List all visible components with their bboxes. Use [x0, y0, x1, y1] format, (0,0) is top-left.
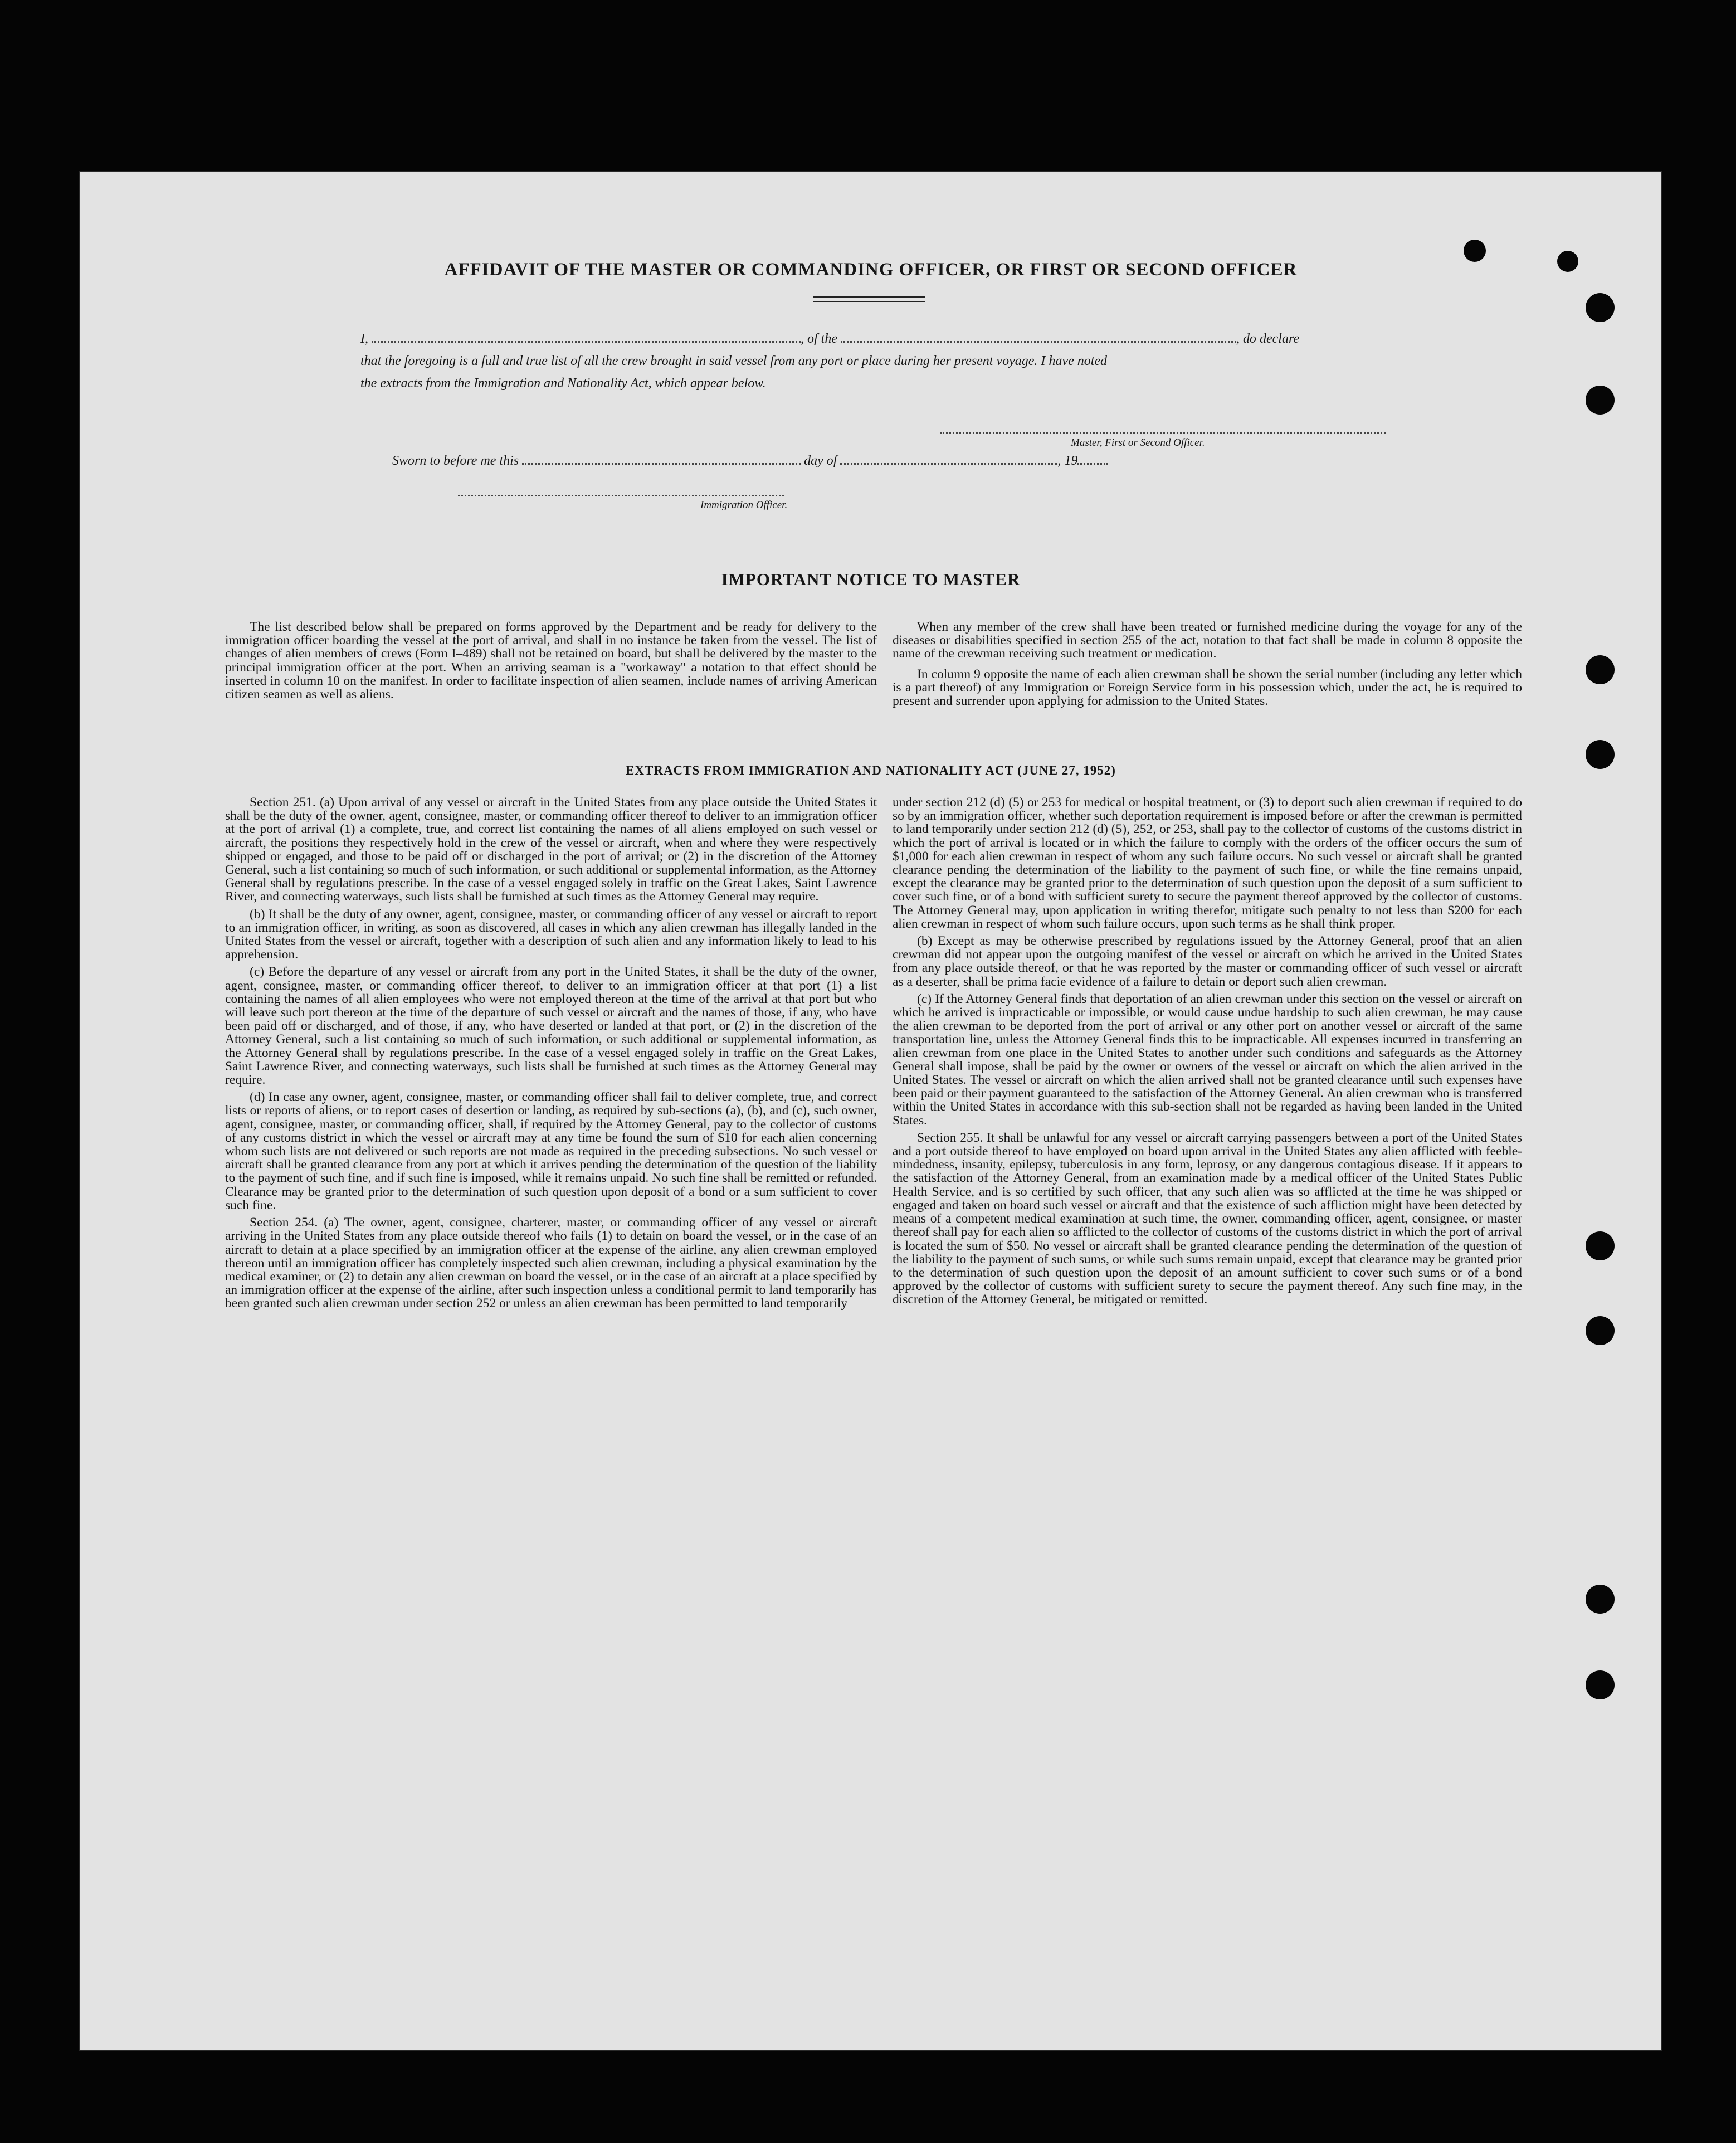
officer-signature-label: Immigration Officer.: [700, 499, 788, 511]
extract-paragraph: Section 251. (a) Upon arrival of any vessel or aircraft in the United States from any place outside the United States it shall be the duty of the owner, agent, consignee, master, or commanding officer thereof to deliver to an immigration officer at the port of arrival (1) a complete, true, and correct list containing the names of all aliens employed on such vessel or aircraft, the positions they respectively hold in the crew of the vessel or aircraft, when and where they were respectively shipped or engaged, and those to be paid off or discharged in the port of arrival; or (2) in the discretion of the Attorney General, such a list containing so much of such information, or such additional or supplemental information, as the Attorney General shall by regulations prescribe. In the case of a vessel engaged solely in traffic on the Great Lakes, Saint Lawrence River, and connecting waterways, such lists shall be furnished at such times as the Attorney General may require.: [225, 795, 877, 904]
name-blank[interactable]: [372, 331, 801, 343]
notice-paragraph: When any member of the crew shall have been treated or furnished medicine during the voyage for any of the diseases or disabilities specified in section 255 of the act, notation to that fact shall be made in column 8 opposite the name of the crewman receiving such treatment or medication.: [893, 620, 1522, 661]
declaration-line-2: that the foregoing is a full and true list of all the crew brought in said vessel from any port or place during her present voyage. I have noted: [360, 354, 1108, 368]
declaration-i: I,: [360, 332, 368, 346]
punch-hole: [1464, 240, 1486, 262]
declaration-block: [360, 328, 1464, 394]
sworn-month-blank[interactable]: [840, 453, 1057, 465]
sworn-day-blank[interactable]: [522, 453, 801, 465]
declaration-do-declare: , do declare: [1236, 332, 1300, 346]
notice-left-column: [225, 620, 877, 705]
declaration-line-3: the extracts from the Immigration and Nationality Act, which appear below.: [360, 376, 766, 391]
title-underline: [813, 296, 925, 302]
extracts-right-column: [893, 796, 1522, 1311]
extract-paragraph: (c) If the Attorney General finds that deportation of an alien crewman under this section on the vessel or aircraft on which he arrived is impracticable or impossible, or would cause undue hardship to such alien crewman, he may cause the alien crewman to be deported from the port of arrival or any other port on another vessel or aircraft of the same transportation line, unless the Attorney General finds this to be impracticable. All expenses incurred in transferring an alien crewman from one place in the United States to another under such conditions and safeguards as the Attorney General shall impose, shall be paid by the owner or owners of the vessel or aircraft on which the alien arrived in the United States. The vessel or aircraft on which the alien arrived shall not be granted clearance until such expenses have been paid or their payment guaranteed to the satisfaction of the Attorney General. An alien crewman who is transferred within the United States in accordance with this sub-section shall not be regarded as having been landed in the United States.: [893, 991, 1522, 1128]
declaration-line-1: [360, 328, 1464, 350]
vessel-blank[interactable]: [841, 331, 1236, 343]
punch-hole: [1586, 386, 1615, 415]
punch-hole: [1557, 251, 1578, 272]
extract-paragraph: under section 212 (d) (5) or 253 for medical or hospital treatment, or (3) to deport such alien crewman if required to do so by an immigration officer, whether such deportation requirement is imposed before or after the crewman is permitted to land temporarily under section 212 (d) (5), 252, or 253, shall pay to the collector of customs of the customs district in which the port of arrival is located or in which the failure to comply with the orders of the officer occurs the sum of $1,000 for each alien crewman in respect of whom any such failure occurs. No such vessel or aircraft shall be granted clearance pending the determination of the liability to the payment of such fine, or while the fine remains unpaid, except the clearance may be granted prior to the determination of such question upon the deposit of a sum sufficient to cover such fine, or of a bond with sufficient surety to secure the payment thereof approved by the collector of customs. The Attorney General may, upon application in writing therefor, mitigate such penalty to not less than $200 for each alien crewman in respect of whom such failure occurs, upon such terms as he shall think proper.: [893, 795, 1522, 931]
officer-signature-line[interactable]: [458, 495, 784, 496]
sworn-line: [392, 453, 1108, 469]
master-signature-line[interactable]: [940, 432, 1386, 434]
extract-paragraph: Section 254. (a) The owner, agent, consignee, charterer, master, or commanding officer of any vessel or aircraft arriving in the United States from any place outside thereof who fails (1) to detain on board the vessel, or in the case of an aircraft to detain at a place specified by an immigration officer at the expense of the airline, any alien crewman employed thereon until an immigration officer has completely inspected such alien crewman, including a physical examination by the medical examiner, or (2) to detain any alien crewman on board the vessel, or in the case of an aircraft at a place specified by an immigration officer at the expense of the airline, after such inspection unless a conditional permit to land temporarily has been granted such alien crewman under section 252 or unless an alien crewman has been permitted to land temporarily: [225, 1215, 877, 1311]
notice-title: IMPORTANT NOTICE TO MASTER: [721, 569, 1021, 589]
declaration-of-the: , of the: [801, 332, 837, 346]
extracts-title: EXTRACTS FROM IMMIGRATION AND NATIONALITY ACT (JUNE 27, 1952): [626, 763, 1116, 777]
extract-paragraph: (b) It shall be the duty of any owner, agent, consignee, master, or commanding officer of any vessel or aircraft to report to an immigration officer, in writing, as soon as discovered, all cases in which any alien crewman has illegally landed in the United States from the vessel or aircraft, together with a description of such alien and any information likely to lead to his apprehension.: [225, 907, 877, 962]
sworn-year-label: , 19: [1057, 454, 1078, 468]
punch-hole: [1586, 740, 1615, 769]
punch-hole: [1586, 1670, 1615, 1699]
punch-hole: [1586, 293, 1615, 322]
notice-paragraph: The list described below shall be prepared on forms approved by the Department and be ready for delivery to the immigration officer boarding the vessel at the port of arrival, and shall in no instance be taken from the vessel. The list of changes of alien members of crews (Form I–489) shall not be retained on board, but shall be delivered by the master to the principal immigration officer at the port. When an arriving seaman is a "workaway" a notation to that effect should be inserted in column 10 on the manifest. In order to facilitate inspection of alien seamen, include names of arriving American citizen seamen as well as aliens.: [225, 620, 877, 702]
affidavit-title: AFFIDAVIT OF THE MASTER OR COMMANDING OFFICER, OR FIRST OR SECOND OFFICER: [444, 260, 1298, 280]
extracts-left-column: [225, 796, 877, 1314]
extract-paragraph: (c) Before the departure of any vessel or aircraft from any port in the United States, it shall be the duty of the owner, agent, consignee, master, or commanding officer thereof, to deliver to an immigration officer at that port (1) a list containing the names of all alien employees who were not employed thereon at the time of the arrival at that port but who will leave such port thereon at the time of the departure of such vessel or aircraft and the names of those, if any, who have been paid off or discharged, and of those, if any, who have deserted or landed at that port, or (2) in the discretion of the Attorney General, such a list containing so much of such information, or such additional or supplemental information, as the Attorney General shall by regulations prescribe. In the case of a vessel engaged solely in traffic on the Great Lakes, Saint Lawrence River, and connecting waterways, such lists shall be furnished at such times as the Attorney General may require.: [225, 965, 877, 1088]
sworn-prefix: Sworn to before me this: [392, 454, 519, 468]
master-signature-label: Master, First or Second Officer.: [1071, 437, 1205, 449]
punch-hole: [1586, 655, 1615, 684]
extract-paragraph: (b) Except as may be otherwise prescribed by regulations issued by the Attorney General, proof that an alien crewman did not appear upon the outgoing manifest of the vessel or aircraft on which he arrived in the United States from any place outside thereof, or that he was reported by the master or commanding officer of such vessel or aircraft as a deserter, shall be prima facie evidence of a failure to detain or deport such alien crewman.: [893, 934, 1522, 989]
notice-paragraph: In column 9 opposite the name of each alien crewman shall be shown the serial number (including any letter which is a part thereof) of any Immigration or Foreign Service form in his possession which, under the act, he is required to present and surrender upon applying for admission to the United States.: [893, 666, 1522, 709]
notice-right-column: [893, 620, 1522, 712]
extract-paragraph: (d) In case any owner, agent, consignee, master, or commanding officer shall fail to deliver complete, true, and correct lists or reports of aliens, or to report cases of desertion or landing, as required by sub-sections (a), (b), and (c), such owner, agent, consignee, master, or commanding officer, shall, if required by the Attorney General, pay to the collector of customs of any customs district in which the vessel or aircraft may at any time be found the sum of $10 for each alien concerning whom such lists are not delivered or such reports are not made as required in the preceding subsections. No such vessel or aircraft shall be granted clearance from any port at which it arrives pending the determination of the question of the liability to the payment of such fine, and if such fine is imposed, while it remains unpaid. No such fine shall be remitted or refunded. Clearance may be granted prior to the determination of such question upon deposit of a bond or a sum sufficient to cover such fine.: [225, 1090, 877, 1212]
punch-hole: [1586, 1585, 1615, 1614]
extract-paragraph: Section 255. It shall be unlawful for any vessel or aircraft carrying passengers between a port of the United States and a port outside thereof to have employed on board upon arrival in the United States any alien afflicted with feeble-mindedness, insanity, epilepsy, tuberculosis in any form, leprosy, or any dangerous contagious disease. If it appears to the satisfaction of the Attorney General, from an examination made by a medical officer of the United States Public Health Service, and is so certified by such officer, that any such alien was so afflicted at the time he was shipped or engaged and taken on board such vessel or aircraft and that the existence of such affliction might have been detected by means of a competent medical examination at such time, the owner, commanding officer, agent, consignee, or master thereof shall pay for each alien so afflicted to the collector of customs of the customs district in which the port of arrival is located the sum of $50. No vessel or aircraft shall be granted clearance pending the determination of the question of the liability to the payment of such sums, or while such sums remain unpaid, except that clearance may be granted prior to the determination of such question upon the deposit of an amount sufficient to cover such sums or of a bond approved by the collector of customs with sufficient surety to secure the payment thereof. Any such fine may, in the discretion of the Attorney General, be mitigated or remitted.: [893, 1130, 1522, 1307]
document-page: [79, 171, 1662, 2051]
punch-hole: [1586, 1316, 1615, 1345]
sworn-year-blank[interactable]: [1077, 453, 1108, 465]
punch-hole: [1586, 1231, 1615, 1260]
sworn-day-of: day of: [804, 454, 837, 468]
